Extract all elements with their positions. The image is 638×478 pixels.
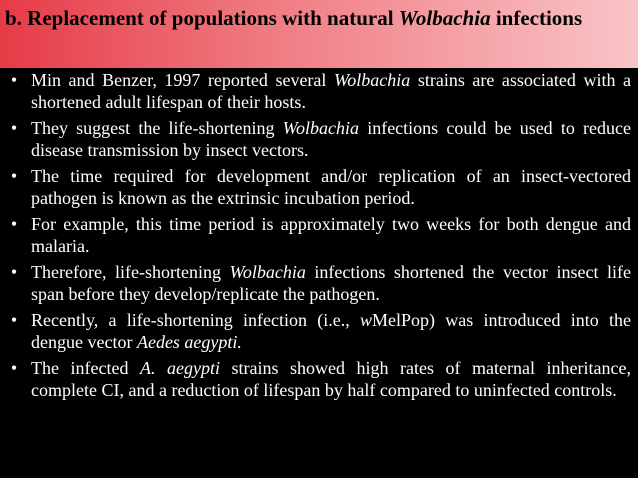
bullet-dot-icon: • (10, 310, 18, 330)
title-text: b. Replacement of populations with natural (5, 6, 399, 30)
bullet-text: strains showed high rates of maternal inheritance, complete CI, and a reduction of lifespan by half compared to uninfected controls. (31, 358, 631, 400)
bullet-italic-term: w (360, 310, 373, 330)
bullet-text: Recently, a life-shortening infection (i.e., (31, 310, 360, 330)
bullet-dot-icon: • (10, 358, 18, 378)
bullet-italic-term: A. aegypti (139, 358, 220, 378)
bullet-item (0, 69, 638, 113)
bullet-text: Min and Benzer, 1997 reported several (31, 70, 334, 90)
bullet-list (0, 69, 638, 405)
title-italic-term: Wolbachia (398, 6, 491, 30)
bullet-text: strains are associated with a shortened adult lifespan of their hosts. (31, 70, 631, 112)
bullet-text: infections could be used to reduce disease transmission by insect vectors. (31, 118, 632, 160)
bullet-text: The infected (31, 358, 140, 378)
bullet-dot-icon: • (10, 262, 18, 282)
bullet-dot-icon: • (10, 214, 18, 234)
title-suffix: infections (490, 6, 583, 30)
bullet-text: MelPop) was introduced into the dengue vector (31, 310, 631, 352)
bullet-item (0, 357, 638, 401)
bullet-item (0, 213, 638, 257)
bullet-text: They suggest the life-shortening (31, 118, 283, 138)
bullet-italic-term: Aedes aegypti. (136, 332, 242, 352)
bullet-item (0, 117, 638, 161)
bullet-italic-term: Wolbachia (229, 262, 306, 282)
bullet-item (0, 309, 638, 353)
bullet-item (0, 165, 638, 209)
slide-title (5, 4, 631, 33)
bullet-text: infections shortened the vector insect life span before they develop/replicate the pathogen. (31, 262, 631, 304)
bullet-text: Therefore, life-shortening (31, 262, 230, 282)
bullet-dot-icon: • (10, 70, 18, 90)
bullet-item (0, 261, 638, 305)
bullet-text: For example, this time period is approximately two weeks for both dengue and malaria. (31, 214, 631, 256)
bullet-text: The time required for development and/or replication of an insect-vectored pathogen is known as the extrinsic incubation period. (31, 166, 631, 208)
bullet-italic-term: Wolbachia (282, 118, 360, 138)
bullet-italic-term: Wolbachia (333, 70, 411, 90)
title-bar (0, 0, 638, 68)
bullet-dot-icon: • (10, 118, 18, 138)
bullet-dot-icon: • (10, 166, 18, 186)
